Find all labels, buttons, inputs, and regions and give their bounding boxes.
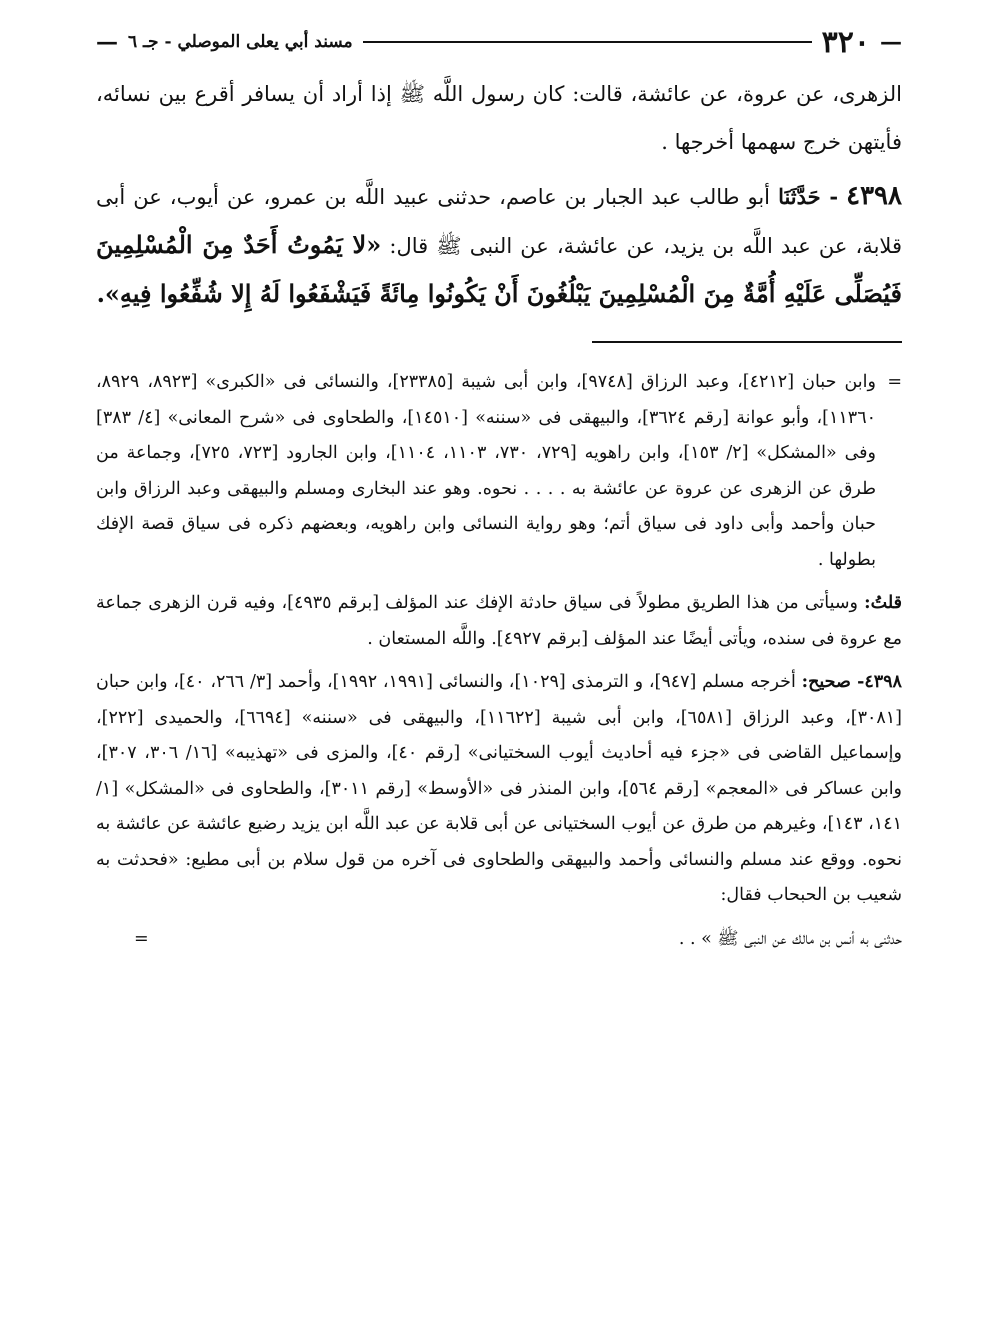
footnote-divider bbox=[592, 341, 902, 343]
header-dash-right: — bbox=[880, 29, 902, 55]
footnote-2-number: ٤٣٩٨- صحيح: bbox=[801, 672, 902, 692]
header-rule bbox=[363, 41, 812, 43]
qult-label: قلتُ: bbox=[864, 593, 902, 613]
hadith-paragraph bbox=[96, 172, 902, 319]
footnote-2-last-line bbox=[96, 922, 902, 958]
page-header bbox=[96, 22, 902, 62]
footnote-2-last: حدثنى به أنس بن مالك عن النبى ﷺ » . . bbox=[678, 928, 902, 949]
footnote-continued bbox=[96, 365, 902, 578]
page-number: ٣٢٠ bbox=[821, 24, 870, 60]
footnote-eq-marker: = bbox=[887, 372, 902, 392]
main-text bbox=[96, 70, 902, 319]
footnote-eq-end: = bbox=[134, 928, 149, 949]
header-title: مسند أبي يعلى الموصلي - جـ ٦ bbox=[128, 32, 353, 52]
footnote-1-text: وابن حبان [٤٢١٢]، وعبد الرزاق [٩٧٤٨]، وابن أبى شيبة [٢٣٣٨٥]، والنسائى فى «الكبرى» [٨٩٢٣، ٨٩٢٩، ١١٣٦٠]، وأبو عوانة [رقم ٣٦٢٤]، والبيهقى فى «سننه» [١٤٥١٠]، والطحاوى فى «شرح المعانى» [٤/ ٣٨٣] وفى «المشكل» [٢/ ١٥٣]، وابن راهويه [٧٢٩، ٧٣٠، ١١٠٣، ١١٠٤]، وابن الجارود [٧٢٣، ٧٢٥]، وجماعة من طرق عن الزهرى عن عروة عن عائشة به . . . . نحوه. وهو عند البخارى ومسلم والبيهقى وعبد الرزاق وابن حبان وأحمد وأبى داود فى سياق أتم؛ وهو رواية النسائى وابن راهويه، وبعضهم ذكره فى سياق قصة الإفك بطولها . bbox=[96, 372, 876, 570]
main-paragraph-continued: الزهرى، عن عروة، عن عائشة، قالت: كان رسول اللَّه ﷺ إذا أراد أن يسافر أقرع بين نسائه، فأيتهن خرج سهمها أخرجها . bbox=[96, 82, 902, 154]
hadith-matn: «لا يَمُوتُ أَحَدٌ مِنَ الْمُسْلِمِينَ فَيُصَلِّى عَلَيْهِ أُمَّةٌ مِنَ الْمُسْلِمِينَ يَبْلُغُونَ أَنْ يَكُونُوا مِائَةً فَيَشْفَعُوا لَهُ إِلا شُفِّعُوا فِيهِ». bbox=[96, 230, 902, 308]
footnote-2-text: أخرجه مسلم [٩٤٧]، و الترمذى [١٠٢٩]، والنسائى [١٩٩١، ١٩٩٢]، وأحمد [٣/ ٢٦٦، ٤٠]، وابن حبان [٣٠٨١]، وعبد الرزاق [٦٥٨١]، وابن أبى شيبة [١١٦٢٢]، والبيهقى فى «سننه» [٦٦٩٤]، والحميدى [٢٢٢]، وإسماعيل القاضى فى «جزء فيه أحاديث أيوب السختيانى» [رقم ٤٠]، والمزى فى «تهذيبه» [١٦/ ٣٠٦، ٣٠٧]، وابن عساكر فى «المعجم» [رقم ٥٦٤]، وابن المنذر فى «الأوسط» [رقم ٣٠١١]، والطحاوى فى «المشكل» [١/ ١٤١، ١٤٣]، وغيرهم من طرق عن أيوب السختيانى عن أبى قلابة عن عبد اللَّه ابن يزيد رضيع عائشة عن عائشة به نحوه. ووقع عند مسلم والنسائى وأحمد والبيهقى والطحاوى فى آخره من قول سلام بن أبى مطيع: «فحدثت به شعيب بن الحبحاب فقال: bbox=[96, 672, 903, 905]
hadith-number: ٤٣٩٨ bbox=[846, 181, 902, 211]
header-dash-left: — bbox=[96, 29, 118, 55]
qult-text: وسيأتى من هذا الطريق مطولاً فى سياق حادثة الإفك عند المؤلف [برقم ٤٩٣٥]، وفيه قرن الزهرى جماعة مع عروة فى سنده، ويأتى أيضًا عند المؤلف [برقم ٤٩٢٧]. واللَّه المستعان . bbox=[96, 593, 902, 649]
footnotes bbox=[96, 365, 902, 957]
footnote-qult bbox=[96, 586, 902, 657]
footnote-2 bbox=[96, 665, 902, 914]
hadith-isnad: أبو طالب عبد الجبار بن عاصم، حدثنى عبيد اللَّه بن عمرو، عن أيوب، عن أبى قلابة، عن عبد اللَّه بن يزيد، عن عائشة، عن النبى ﷺ قال: bbox=[96, 185, 902, 258]
hadith-label: - حَدَّثَنَا bbox=[778, 184, 839, 209]
